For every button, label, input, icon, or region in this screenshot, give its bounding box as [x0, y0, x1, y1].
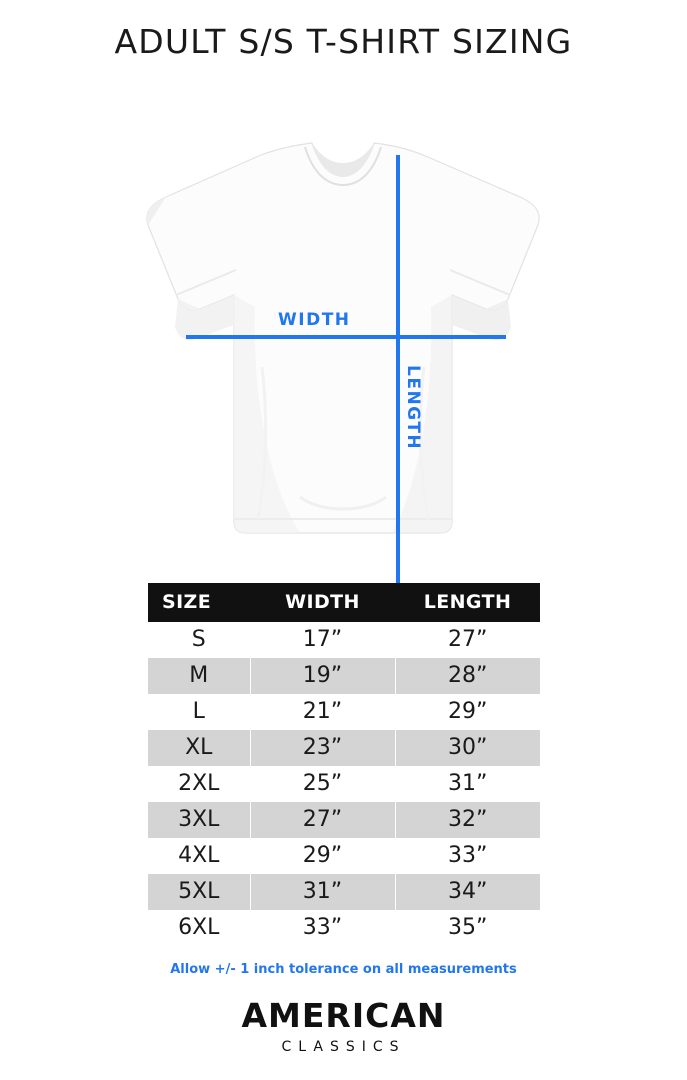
cell-length: 28”	[395, 658, 540, 694]
table-row	[148, 730, 540, 766]
cell-length: 35”	[395, 910, 540, 946]
cell-length: 27”	[395, 622, 540, 658]
size-table-container	[148, 583, 540, 946]
length-label: LENGTH	[403, 365, 423, 451]
cell-size: 6XL	[148, 910, 250, 946]
table-row	[148, 658, 540, 694]
size-table-head	[148, 583, 540, 622]
cell-width: 31”	[250, 874, 395, 910]
width-measure-line	[186, 335, 506, 339]
table-row	[148, 766, 540, 802]
width-label: WIDTH	[278, 310, 351, 330]
cell-size: 4XL	[148, 838, 250, 874]
cell-length: 32”	[395, 802, 540, 838]
cell-size: 5XL	[148, 874, 250, 910]
header-size: SIZE	[148, 583, 250, 622]
brand-name: AMERICAN	[241, 996, 446, 1035]
cell-width: 17”	[250, 622, 395, 658]
cell-width: 21”	[250, 694, 395, 730]
cell-size: L	[148, 694, 250, 730]
cell-size: XL	[148, 730, 250, 766]
table-row	[148, 694, 540, 730]
cell-length: 33”	[395, 838, 540, 874]
cell-width: 19”	[250, 658, 395, 694]
table-row	[148, 910, 540, 946]
table-row	[148, 838, 540, 874]
tshirt-diagram	[0, 67, 687, 567]
table-row	[148, 622, 540, 658]
tolerance-note: Allow +/- 1 inch tolerance on all measurements	[170, 962, 517, 977]
cell-width: 33”	[250, 910, 395, 946]
cell-length: 30”	[395, 730, 540, 766]
size-table	[148, 583, 540, 946]
header-width: WIDTH	[250, 583, 395, 622]
header-length: LENGTH	[395, 583, 540, 622]
cell-width: 29”	[250, 838, 395, 874]
length-measure-line	[396, 155, 400, 633]
cell-length: 29”	[395, 694, 540, 730]
table-row	[148, 802, 540, 838]
table-row	[148, 874, 540, 910]
table-header-row	[148, 583, 540, 622]
cell-size: M	[148, 658, 250, 694]
cell-size: S	[148, 622, 250, 658]
page-title: ADULT S/S T-SHIRT SIZING	[114, 22, 573, 61]
brand-logo	[0, 996, 687, 1055]
cell-length: 31”	[395, 766, 540, 802]
cell-width: 23”	[250, 730, 395, 766]
brand-subtitle: CLASSICS	[281, 1039, 406, 1055]
cell-length: 34”	[395, 874, 540, 910]
size-table-body	[148, 622, 540, 946]
cell-width: 27”	[250, 802, 395, 838]
cell-size: 3XL	[148, 802, 250, 838]
cell-width: 25”	[250, 766, 395, 802]
cell-size: 2XL	[148, 766, 250, 802]
